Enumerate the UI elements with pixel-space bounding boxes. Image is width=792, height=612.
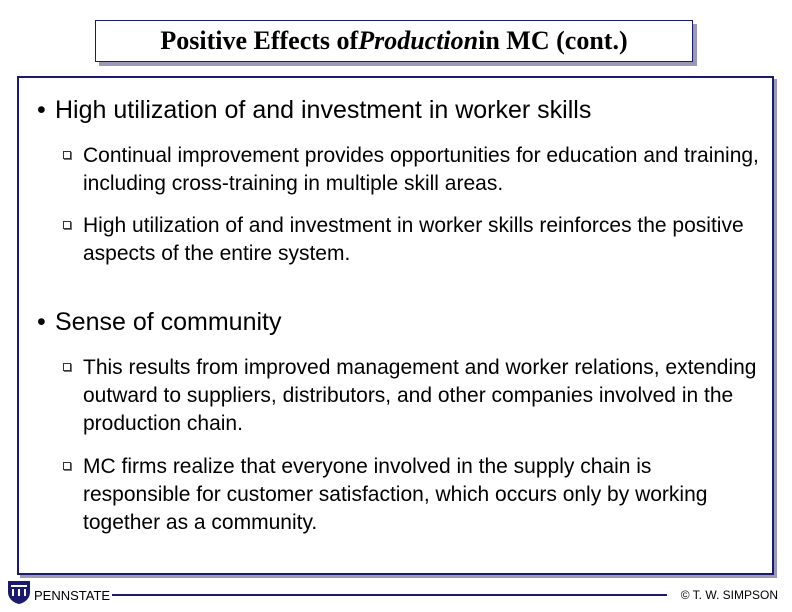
- sub-bullet-text: High utilization of and investment in worker skills reinforces the positive aspects of the entire system.: [83, 214, 744, 265]
- title-emphasis: Production: [358, 26, 479, 55]
- title-part2: in MC (cont.): [478, 26, 628, 55]
- sub-bullet-item: [63, 212, 763, 268]
- sub-bullet-item: [63, 354, 763, 438]
- content-panel: [17, 76, 774, 575]
- heading-text: Sense of community: [55, 308, 282, 336]
- checkbox-square-icon: [63, 221, 71, 229]
- footer-institution: PENNSTATE: [34, 588, 111, 603]
- bullet-heading-community: [37, 307, 282, 337]
- checkbox-square-icon: [63, 151, 71, 159]
- slide-title: [95, 20, 693, 62]
- bullet-dot-icon: •: [37, 96, 46, 124]
- footer-divider: [112, 594, 667, 596]
- heading-text: High utilization of and investment in worker skills: [55, 96, 592, 124]
- sub-bullet-text: This results from improved management and worker relations, extending outward to suppliers, distributors, and other companies involved in the production chain.: [83, 356, 757, 435]
- bullet-dot-icon: •: [37, 308, 46, 336]
- sub-bullet-item: [63, 453, 763, 537]
- bullet-heading-skills: [37, 95, 591, 125]
- checkbox-square-icon: [63, 363, 71, 371]
- footer-copyright: © T. W. SIMPSON: [680, 588, 778, 602]
- sub-bullet-item: [63, 142, 763, 198]
- title-part1: Positive Effects of: [160, 26, 359, 55]
- sub-bullet-text: MC firms realize that everyone involved in the supply chain is responsible for customer satisfaction, which occurs only by working together as a community.: [83, 455, 708, 534]
- pennstate-shield-logo-icon: [6, 579, 32, 605]
- sub-bullet-text: Continual improvement provides opportunities for education and training, including cross-training in multiple skill areas.: [83, 144, 759, 195]
- checkbox-square-icon: [63, 462, 71, 470]
